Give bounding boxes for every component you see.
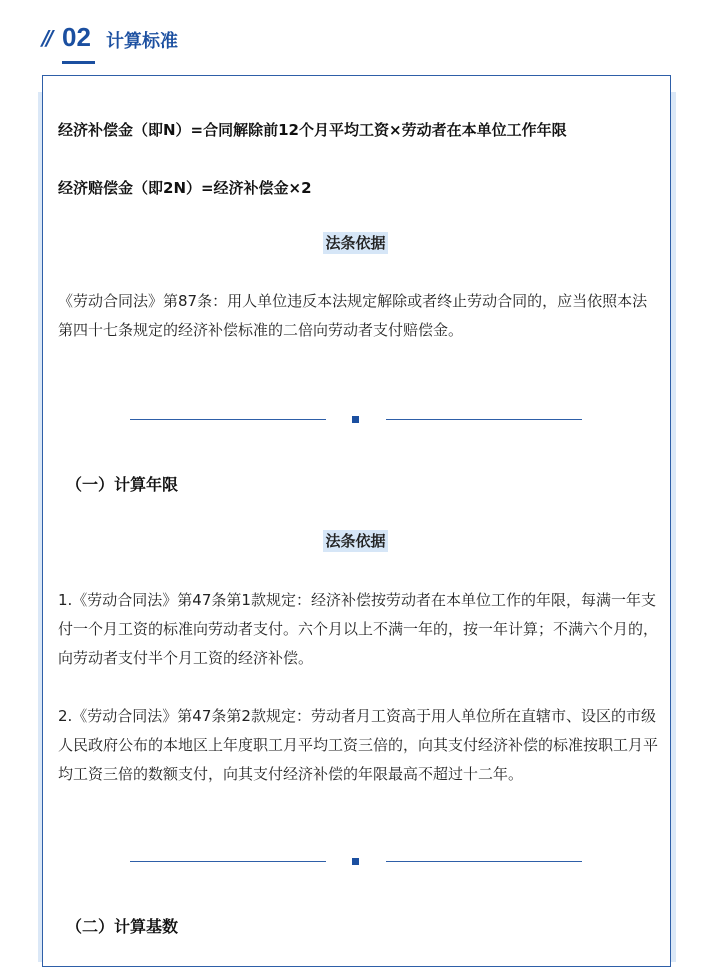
subsection-title-base: （二）计算基数 xyxy=(66,917,179,936)
section-header xyxy=(42,22,702,66)
basis-heading-years-label: 法条依据 xyxy=(325,532,386,550)
article-47-clause-2: 2.《劳动合同法》第47条第2款规定：劳动者月工资高于用人单位所在直辖市、设区的市级人民政府公布的本地区上年度职工月平均工资三倍的，向其支付经济补偿的标准按职工月平均工资三倍的数额支付，向其支付经济补偿的年限最高不超过十二年。 xyxy=(58,707,659,783)
subsection-title-years: （一）计算年限 xyxy=(66,475,179,494)
basis-heading xyxy=(42,232,669,253)
divider-line-left xyxy=(130,861,326,862)
formula-compensation: 经济补偿金（即N）=合同解除前12个月平均工资×劳动者在本单位工作年限 xyxy=(58,121,567,139)
divider-line-right xyxy=(386,861,582,862)
section-title: 计算标准 xyxy=(106,31,178,52)
header-underline xyxy=(62,61,95,64)
section-number: 02 xyxy=(62,22,91,52)
divider-square-icon xyxy=(352,416,359,423)
basis-text: 《劳动合同法》第87条：用人单位违反本法规定解除或者终止劳动合同的，应当依照本法第四十七条规定的经济补偿标准的二倍向劳动者支付赔偿金。 xyxy=(58,292,648,339)
content-card xyxy=(42,75,671,967)
divider-line-left xyxy=(130,419,326,420)
article-47-clause-1: 1.《劳动合同法》第47条第1款规定：经济补偿按劳动者在本单位工作的年限，每满一年支付一个月工资的标准向劳动者支付。六个月以上不满一年的，按一年计算；不满六个月的，向劳动者支付半个月工资的经济补偿。 xyxy=(58,591,659,667)
divider-line-right xyxy=(386,419,582,420)
section-divider-2 xyxy=(130,856,582,868)
slash-decoration-icon: // xyxy=(42,26,51,50)
divider-square-icon xyxy=(352,858,359,865)
basis-heading-years xyxy=(42,530,669,551)
formula-damages: 经济赔偿金（即2N）=经济补偿金×2 xyxy=(58,179,312,197)
section-divider xyxy=(130,414,582,426)
basis-heading-label: 法条依据 xyxy=(325,234,386,252)
